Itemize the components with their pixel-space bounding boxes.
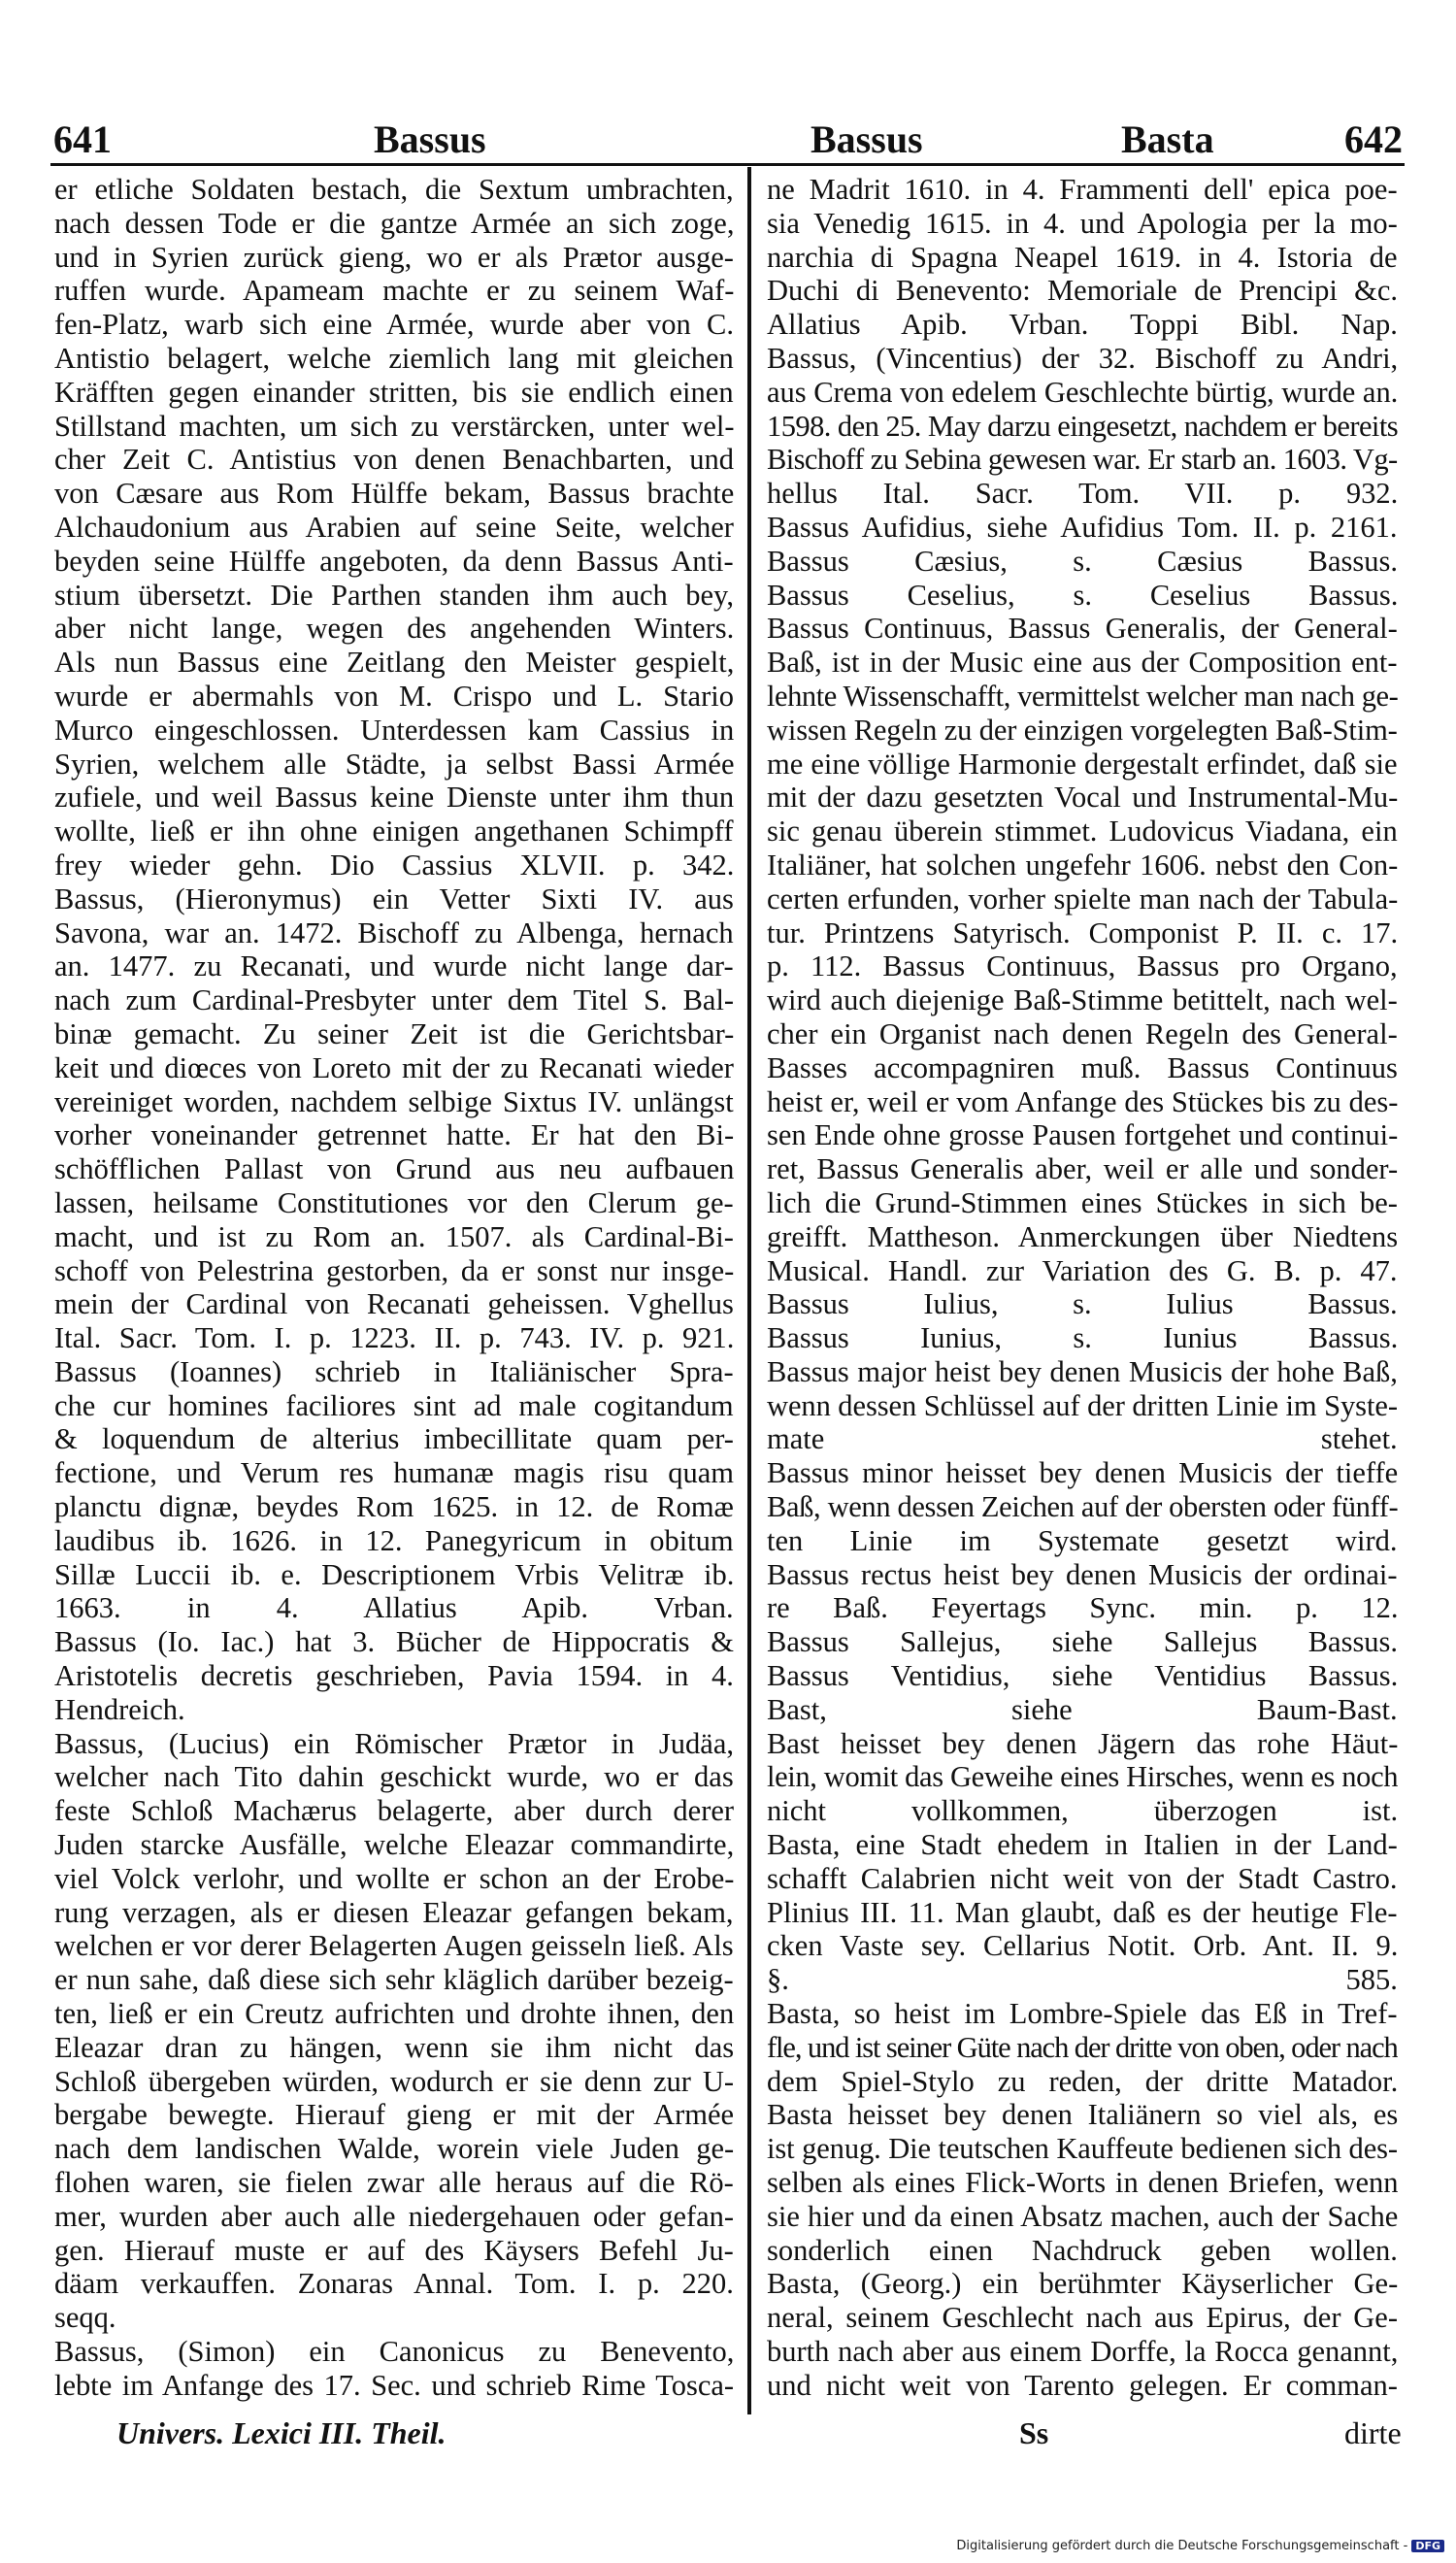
text-line: burth nach aber aus einem Dorffe, la Rocca genannt,: [767, 2335, 1398, 2368]
text-line: sic genau überein stimmet. Ludovicus Viadana, ein: [767, 815, 1398, 849]
text-line: ten, ließ er ein Creutz aufrichten und drohte ihnen, den: [54, 1997, 734, 2031]
text-line: neral, seinem Geschlecht nach aus Epirus, der Ge-: [767, 2301, 1398, 2335]
text-line: sen Ende ohne grosse Pausen fortgehet und continui-: [767, 1118, 1398, 1152]
text-line: wissen Regeln zu der einzigen vorgelegten Baß-Stim-: [767, 713, 1398, 747]
text-line: Savona, war an. 1472. Bischoff zu Albenga, hernach: [54, 915, 734, 949]
text-line: rung verzagen, als er diesen Eleazar gefangen bekam,: [54, 1895, 734, 1929]
text-line: macht, und ist zu Rom an. 1507. als Cardinal-Bi-: [54, 1219, 734, 1253]
text-line: beyden seine Hülffe angeboten, da denn Bassus Anti-: [54, 544, 734, 578]
text-line: aus Crema von edelem Geschlechte bürtig, wurde an.: [767, 375, 1398, 409]
volume-signature-line: Univers. Lexici III. Theil.: [116, 2415, 447, 2450]
text-line: Murco eingeschlossen. Unterdessen kam Cassius in: [54, 713, 734, 747]
text-line: me eine völlige Harmonie dergestalt erfindet, daß sie: [767, 747, 1398, 781]
page-number-left: 641: [53, 117, 112, 161]
text-line: Als nun Bassus eine Zeitlang den Meister gespielt,: [54, 646, 734, 680]
text-line: Bassus Continuus, Bassus Generalis, der General-: [767, 612, 1398, 646]
text-line: Plinius III. 11. Man glaubt, daß es der heutige Fle-: [767, 1895, 1398, 1929]
text-line: fen-Platz, warb sich eine Armée, wurde aber von C.: [54, 308, 734, 342]
text-line: schöfflichen Pallast von Grund aus neu aufbauen: [54, 1152, 734, 1186]
left-column: [54, 173, 734, 2403]
text-line: zufiele, und weil Bassus keine Dienste unter ihm thun: [54, 781, 734, 815]
text-line: flohen waren, sie fielen zwar alle heraus auf die Rö-: [54, 2166, 734, 2200]
text-line: vereiniget worden, nachdem selbige Sixtus IV. unlängst: [54, 1084, 734, 1118]
text-line: lich die Grund-Stimmen eines Stückes in sich be-: [767, 1185, 1398, 1219]
text-line: stium übersetzt. Die Parthen standen ihm auch bey,: [54, 578, 734, 612]
text-line: er nun sahe, daß diese sich sehr kläglich darüber bezeig-: [54, 1963, 734, 1997]
text-line: Sillæ Luccii ib. e. Descriptionem Vrbis Velitræ ib.: [54, 1557, 734, 1591]
text-line: mein der Cardinal von Recanati geheissen. Vghellus: [54, 1287, 734, 1321]
text-line: Hendreich.: [54, 1692, 185, 1726]
text-line: fle, und ist seiner Güte nach der dritte von oben, oder nach: [767, 2030, 1398, 2064]
text-line: Baß, ist in der Music eine aus der Composition ent-: [767, 646, 1398, 680]
text-line: selben als eines Flick-Worts in denen Briefen, wenn: [767, 2166, 1398, 2200]
text-line: Basta, eine Stadt ehedem in Italien in der Land-: [767, 1828, 1398, 1862]
column-divider: [747, 167, 751, 2414]
right-column: [767, 173, 1398, 2403]
page-header: [53, 116, 1403, 165]
text-line: Bassus, (Simon) ein Canonicus zu Benevento,: [54, 2335, 734, 2368]
text-line: er etliche Soldaten bestach, die Sextum umbrachten,: [54, 173, 734, 206]
text-line: seqq.: [54, 2301, 116, 2335]
text-line: lehnte Wissenschafft, vermittelst welcher man nach ge-: [767, 679, 1398, 713]
text-line: p. 112. Bassus Continuus, Bassus pro Organo,: [767, 949, 1398, 983]
text-line: re Baß. Feyertags Sync. min. p. 12.: [767, 1591, 1398, 1625]
text-line: sia Venedig 1615. in 4. und Apologia per la mo-: [767, 206, 1398, 240]
text-line: Antistio belagert, welche ziemlich lang mit gleichen: [54, 341, 734, 375]
text-line: Baß, wenn dessen Zeichen auf der obersten oder fünff-: [767, 1490, 1398, 1524]
text-line: ne Madrit 1610. in 4. Frammenti dell' epica poe-: [767, 173, 1398, 206]
text-line: Bassus Sallejus, siehe Sallejus Bassus.: [767, 1625, 1398, 1659]
text-line: Kräfften gegen einander stritten, bis sie endlich einen: [54, 375, 734, 409]
text-line: Eleazar dran zu hängen, wenn sie ihm nicht das: [54, 2030, 734, 2064]
text-line: schoff von Pelestrina gestorben, da er sonst nur insge-: [54, 1253, 734, 1287]
text-line: lebte im Anfange des 17. Sec. und schrieb Rime Tosca-: [54, 2368, 734, 2402]
text-line: Duchi di Benevento: Memoriale de Prencipi &c.: [767, 274, 1398, 308]
text-line: Bassus, (Hieronymus) ein Vetter Sixti IV. aus: [54, 882, 734, 915]
text-line: Musical. Handl. zur Variation des G. B. p. 47.: [767, 1253, 1398, 1287]
text-line: narchia di Spagna Neapel 1619. in 4. Istoria de: [767, 240, 1398, 274]
text-line: Bassus minor heisset bey denen Musicis der tieffe: [767, 1456, 1398, 1490]
header-rule: [50, 163, 1405, 166]
credit-text: Digitalisierung gefördert durch die Deutsche Forschungsgemeinschaft -: [956, 2539, 1408, 2553]
text-line: mit der dazu gesetzten Vocal und Instrumental-Mu-: [767, 781, 1398, 815]
text-line: an. 1477. zu Recanati, und wurde nicht lange dar-: [54, 949, 734, 983]
text-line: Basta, so heist im Lombre-Spiele das Eß in Tref-: [767, 1997, 1398, 2031]
text-line: mate stehet.: [767, 1422, 1398, 1456]
text-line: 1663. in 4. Allatius Apib. Vrban.: [54, 1591, 734, 1625]
text-line: lassen, heilsame Constitutiones vor den Clerum ge-: [54, 1185, 734, 1219]
text-line: Bassus, (Lucius) ein Römischer Prætor in Judäa,: [54, 1726, 734, 1760]
text-line: lein, womit das Geweihe eines Hirsches, wenn es noch: [767, 1760, 1398, 1794]
text-line: Bassus Iunius, s. Iunius Bassus.: [767, 1321, 1398, 1355]
text-line: Bassus Ventidius, siehe Ventidius Bassus.: [767, 1659, 1398, 1693]
text-line: keit und diœces von Loreto mit der zu Recanati wieder: [54, 1050, 734, 1084]
text-line: hellus Ital. Sacr. Tom. VII. p. 932.: [767, 477, 1398, 511]
text-line: heist er, weil er vom Anfange des Stückes bis zu des-: [767, 1084, 1398, 1118]
dfg-logo: DFG: [1411, 2540, 1444, 2552]
text-line: greifft. Mattheson. Anmerckungen über Niedtens: [767, 1219, 1398, 1253]
running-head-right: Basta: [1121, 117, 1214, 161]
text-line: Ital. Sacr. Tom. I. p. 1223. II. p. 743. IV. p. 921.: [54, 1321, 734, 1355]
text-line: Bassus Cæsius, s. Cæsius Bassus.: [767, 544, 1398, 578]
text-line: Juden starcke Ausfälle, welche Eleazar commandirte,: [54, 1828, 734, 1862]
text-line: Basta, (Georg.) ein berühmter Käyserlicher Ge-: [767, 2267, 1398, 2301]
text-line: nach dessen Tode er die gantze Armée an sich zoge,: [54, 206, 734, 240]
text-line: nach zum Cardinal-Presbyter unter dem Titel S. Bal-: [54, 983, 734, 1017]
text-line: däam verkauffen. Zonaras Annal. Tom. I. p. 220.: [54, 2267, 734, 2301]
text-line: Basta heisset bey denen Italiänern so viel als, es: [767, 2098, 1398, 2132]
text-line: Bassus Iulius, s. Iulius Bassus.: [767, 1287, 1398, 1321]
text-line: Bassus, (Vincentius) der 32. Bischoff zu Andri,: [767, 341, 1398, 375]
text-line: Bassus major heist bey denen Musicis der hohe Baß,: [767, 1354, 1398, 1388]
printer-signature-mark: Ss: [1019, 2415, 1049, 2450]
text-line: Schloß übergeben würden, wodurch er sie denn zur U-: [54, 2064, 734, 2098]
text-line: nach dem landischen Walde, worein viele Juden ge-: [54, 2132, 734, 2166]
text-line: Bassus rectus heist bey denen Musicis der ordinai-: [767, 1557, 1398, 1591]
text-line: Alchaudonium aus Arabien auf seine Seite, welcher: [54, 510, 734, 544]
text-line: viel Volck verlohr, und wollte er schon an der Erobe-: [54, 1861, 734, 1895]
text-line: welcher nach Tito dahin geschickt wurde, wo er das: [54, 1760, 734, 1794]
text-line: gen. Hierauf muste er auf des Käysers Befehl Ju-: [54, 2233, 734, 2267]
text-line: fectione, und Verum res humanæ magis risu quam: [54, 1456, 734, 1490]
text-line: sie hier und da einen Absatz machen, auch der Sache: [767, 2199, 1398, 2233]
text-line: cher ein Organist nach denen Regeln des General-: [767, 1016, 1398, 1050]
text-line: von Cæsare aus Rom Hülffe bekam, Bassus brachte: [54, 477, 734, 511]
text-line: vorher voneinander getrennet hatte. Er hat den Bi-: [54, 1118, 734, 1152]
text-line: wollte, ließ er ihn ohne einigen angethanen Schimpff: [54, 815, 734, 849]
text-line: sonderlich einen Nachdruck geben wollen.: [767, 2233, 1398, 2267]
text-line: §. 585.: [767, 1963, 1398, 1997]
text-line: & loquendum de alterius imbecillitate quam per-: [54, 1422, 734, 1456]
text-line: cken Vaste sey. Cellarius Notit. Orb. Ant. II. 9.: [767, 1929, 1398, 1963]
text-line: Stillstand machten, um sich zu verstärcken, unter wel-: [54, 409, 734, 443]
text-line: Allatius Apib. Vrban. Toppi Bibl. Nap.: [767, 308, 1398, 342]
text-line: Bast heisset bey denen Jägern das rohe Häut-: [767, 1726, 1398, 1760]
text-line: wenn dessen Schlüssel auf der dritten Linie im Syste-: [767, 1388, 1398, 1422]
text-line: und nicht weit von Tarento gelegen. Er comman-: [767, 2368, 1398, 2402]
page-number-right: 642: [1344, 117, 1403, 161]
text-line: laudibus ib. 1626. in 12. Panegyricum in obitum: [54, 1523, 734, 1557]
text-line: ret, Bassus Generalis aber, weil er alle und sonder-: [767, 1152, 1398, 1186]
text-line: wurde er abermahls von M. Crispo und L. Stario: [54, 679, 734, 713]
text-line: planctu dignæ, beydes Rom 1625. in 12. de Romæ: [54, 1490, 734, 1524]
text-line: schafft Calabrien nicht weit von der Stadt Castro.: [767, 1861, 1398, 1895]
text-line: wird auch diejenige Baß-Stimme betittelt, nach wel-: [767, 983, 1398, 1017]
text-line: mer, wurden aber auch alle niedergehauen oder gefan-: [54, 2199, 734, 2233]
text-line: Bast, siehe Baum-Bast.: [767, 1692, 1398, 1726]
text-line: che cur homines faciliores sint ad male cogitandum: [54, 1388, 734, 1422]
text-line: nicht vollkommen, überzogen ist.: [767, 1794, 1398, 1828]
running-head-left: Bassus: [374, 117, 486, 161]
text-line: feste Schloß Machærus belagerte, aber durch derer: [54, 1794, 734, 1828]
text-line: Bassus (Io. Iac.) hat 3. Bücher de Hippocratis &: [54, 1625, 734, 1659]
catchword: dirte: [1344, 2415, 1402, 2450]
text-line: Aristotelis decretis geschrieben, Pavia 1594. in 4.: [54, 1659, 734, 1693]
text-line: Syrien, welchem alle Städte, ja selbst Bassi Armée: [54, 747, 734, 781]
text-line: und in Syrien zurück gieng, wo er als Prætor ausge-: [54, 240, 734, 274]
text-line: Italiäner, hat solchen ungefehr 1606. nebst den Con-: [767, 848, 1398, 882]
text-line: ruffen wurde. Apameam machte er zu seinem Waf-: [54, 274, 734, 308]
text-line: frey wieder gehn. Dio Cassius XLVII. p. 342.: [54, 848, 734, 882]
text-line: ist genug. Die teutschen Kauffeute bedienen sich des-: [767, 2132, 1398, 2166]
text-line: certen erfunden, vorher spielte man nach der Tabula-: [767, 882, 1398, 915]
text-line: ten Linie im Systemate gesetzt wird.: [767, 1523, 1398, 1557]
text-line: Bassus Ceselius, s. Ceselius Bassus.: [767, 578, 1398, 612]
text-line: Bassus (Ioannes) schrieb in Italiänischer Spra-: [54, 1354, 734, 1388]
text-line: dem Spiel-Stylo zu reden, der dritte Matador.: [767, 2064, 1398, 2098]
text-line: Bassus Aufidius, siehe Aufidius Tom. II. p. 2161.: [767, 510, 1398, 544]
text-line: cher Zeit C. Antistius von denen Benachbarten, und: [54, 443, 734, 477]
text-line: binæ gemacht. Zu seiner Zeit ist die Gerichtsbar-: [54, 1016, 734, 1050]
running-head-middle: Bassus: [811, 117, 923, 161]
digitization-credit: [956, 2539, 1444, 2553]
text-line: bergabe bewegte. Hierauf gieng er mit der Armée: [54, 2098, 734, 2132]
text-line: Bischoff zu Sebina gewesen war. Er starb an. 1603. Vg-: [767, 443, 1398, 477]
text-line: tur. Printzens Satyrisch. Componist P. II. c. 17.: [767, 915, 1398, 949]
text-line: aber nicht lange, wegen des angehenden Winters.: [54, 612, 734, 646]
text-line: 1598. den 25. May darzu eingesetzt, nachdem er bereits: [767, 409, 1398, 443]
text-line: Basses accompagniren muß. Bassus Continuus: [767, 1050, 1398, 1084]
text-line: welchen er vor derer Belagerten Augen geisseln ließ. Als: [54, 1929, 734, 1963]
